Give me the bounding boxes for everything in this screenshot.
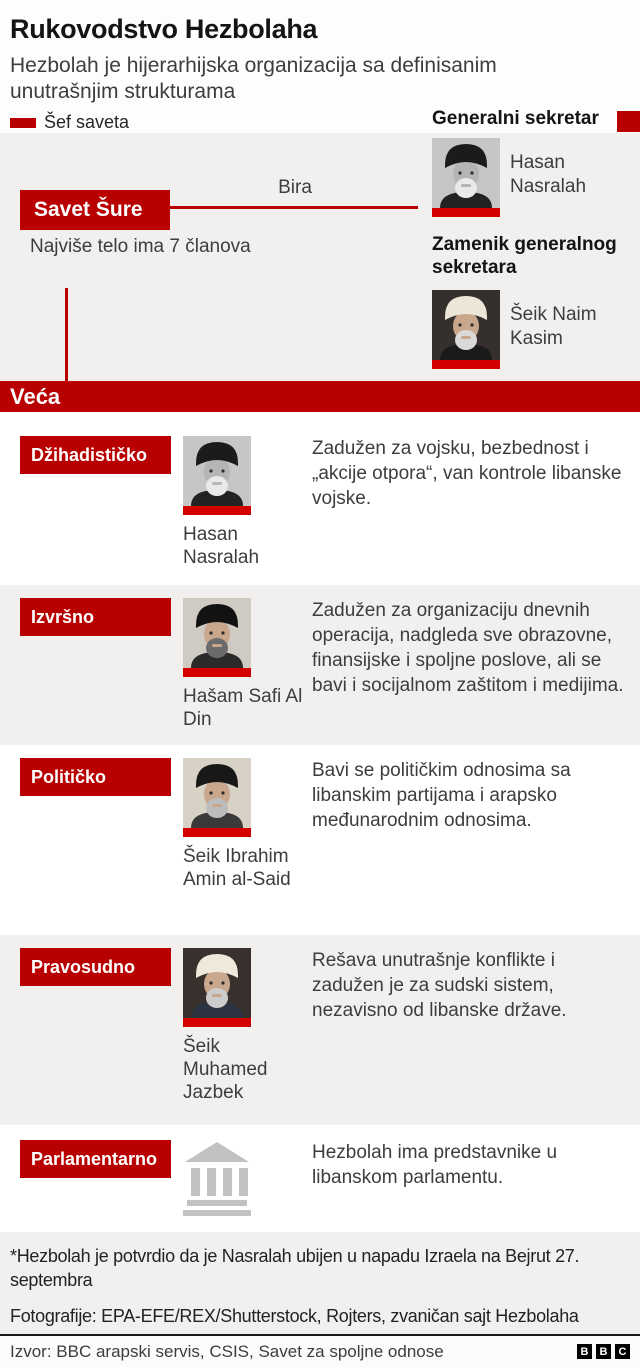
elects-connector-line bbox=[170, 206, 418, 209]
council-row-political bbox=[0, 745, 640, 935]
person-name: Šeik Ibrahim Amin al-Said bbox=[183, 846, 291, 890]
council-description: Hezbolah ima predstavnike u libanskom parlamentu. bbox=[312, 1142, 558, 1188]
shura-council-box: Savet Šure bbox=[20, 190, 170, 230]
elects-connector-label: Bira bbox=[278, 177, 312, 198]
shura-note: Najviše telo ima 7 članova bbox=[30, 236, 251, 257]
council-label: Političko bbox=[20, 758, 171, 796]
subtitle: Hezbolah je hijerarhijska organizacija sa definisanim unutrašnjim strukturama bbox=[10, 54, 497, 103]
bbc-logo-letter: B bbox=[596, 1344, 611, 1359]
deputy-heading: Zamenik generalnog sekretara bbox=[432, 234, 617, 278]
councils-banner: Veća bbox=[0, 381, 640, 412]
person-name: Šeik Muhamed Jazbek bbox=[183, 1036, 268, 1103]
council-label: Pravosudno bbox=[20, 948, 171, 986]
general-secretary-heading: Generalni sekretar bbox=[432, 108, 599, 129]
council-description: Zadužen za organizaciju dnevnih operacija, nadgleda sve obrazovne, finansijske i spoljne poslove, ali se bavi i socijalnom zaštitom i medijima. bbox=[312, 600, 624, 696]
portrait-hasham-safi-al-din bbox=[183, 598, 251, 677]
page-title: Rukovodstvo Hezbolaha bbox=[10, 14, 318, 44]
source-bar bbox=[0, 1334, 640, 1367]
council-label: Džihadističko bbox=[20, 436, 171, 474]
council-chief-bar bbox=[432, 360, 500, 369]
council-chief-bar bbox=[183, 506, 251, 515]
portrait-ibrahim-amin-al-said bbox=[183, 758, 251, 837]
council-chief-bar bbox=[183, 668, 251, 677]
bbc-logo-letter: B bbox=[577, 1344, 592, 1359]
council-row-executive bbox=[0, 585, 640, 745]
person-photo-icon bbox=[183, 436, 251, 506]
bbc-logo-letter: C bbox=[615, 1344, 630, 1359]
general-secretary-name: Hasan Nasralah bbox=[510, 152, 587, 197]
parliament-building-icon bbox=[183, 1140, 251, 1216]
header bbox=[0, 0, 640, 133]
photo-column bbox=[183, 598, 303, 731]
person-photo-icon bbox=[183, 598, 251, 668]
council-chief-swatch-icon bbox=[10, 118, 36, 128]
org-chart bbox=[0, 133, 640, 381]
person-name: Hašam Safi Al Din bbox=[183, 686, 303, 730]
red-corner-mark bbox=[617, 111, 640, 132]
council-label: Parlamentarno bbox=[20, 1140, 171, 1178]
portrait-muhamed-jazbek bbox=[183, 948, 251, 1027]
council-description: Rešava unutrašnje konflikte i zadužen je za sudski sistem, nezavisno od libanske države. bbox=[312, 950, 567, 1021]
person-name: Hasan Nasralah bbox=[183, 524, 260, 568]
photo-column bbox=[183, 436, 303, 569]
council-label: Izvršno bbox=[20, 598, 171, 636]
legend bbox=[10, 112, 129, 133]
vertical-connector-line bbox=[65, 288, 68, 381]
council-description: Bavi se političkim odnosima sa libanskim partijama i arapsko međunarodnim odnosima. bbox=[312, 760, 571, 831]
portrait-hasan-nasralah bbox=[432, 138, 500, 217]
portrait-hasan-nasralah bbox=[183, 436, 251, 515]
council-row-parliamentary bbox=[0, 1125, 640, 1232]
person-photo-icon bbox=[432, 138, 500, 208]
council-chief-bar bbox=[183, 828, 251, 837]
photo-credits: Fotografije: EPA-EFE/REX/Shutterstock, Rojters, zvaničan sajt Hezbolaha bbox=[10, 1306, 579, 1326]
portrait-naim-kasim bbox=[432, 290, 500, 369]
source-text: Izvor: BBC arapski servis, CSIS, Savet za spoljne odnose bbox=[10, 1341, 444, 1361]
deputy-name: Šeik Naim Kasim bbox=[510, 304, 597, 349]
bbc-logo bbox=[577, 1344, 630, 1359]
council-row-jihad bbox=[0, 412, 640, 585]
council-chief-bar bbox=[183, 1018, 251, 1027]
photo-column bbox=[183, 948, 303, 1104]
footer-notes bbox=[0, 1232, 640, 1334]
person-photo-icon bbox=[183, 948, 251, 1018]
person-photo-icon bbox=[432, 290, 500, 360]
photo-column bbox=[183, 758, 303, 891]
council-chief-bar bbox=[432, 208, 500, 217]
legend-label: Šef saveta bbox=[44, 112, 130, 132]
person-photo-icon bbox=[183, 758, 251, 828]
council-row-judicial bbox=[0, 935, 640, 1125]
photo-column bbox=[183, 1140, 303, 1216]
council-description: Zadužen za vojsku, bezbednost i „akcije otpora“, van kontrole libanske vojske. bbox=[312, 438, 622, 509]
footnote: *Hezbolah je potvrdio da je Nasralah ubijen u napadu Izraela na Bejrut 27. septembra bbox=[10, 1246, 580, 1290]
